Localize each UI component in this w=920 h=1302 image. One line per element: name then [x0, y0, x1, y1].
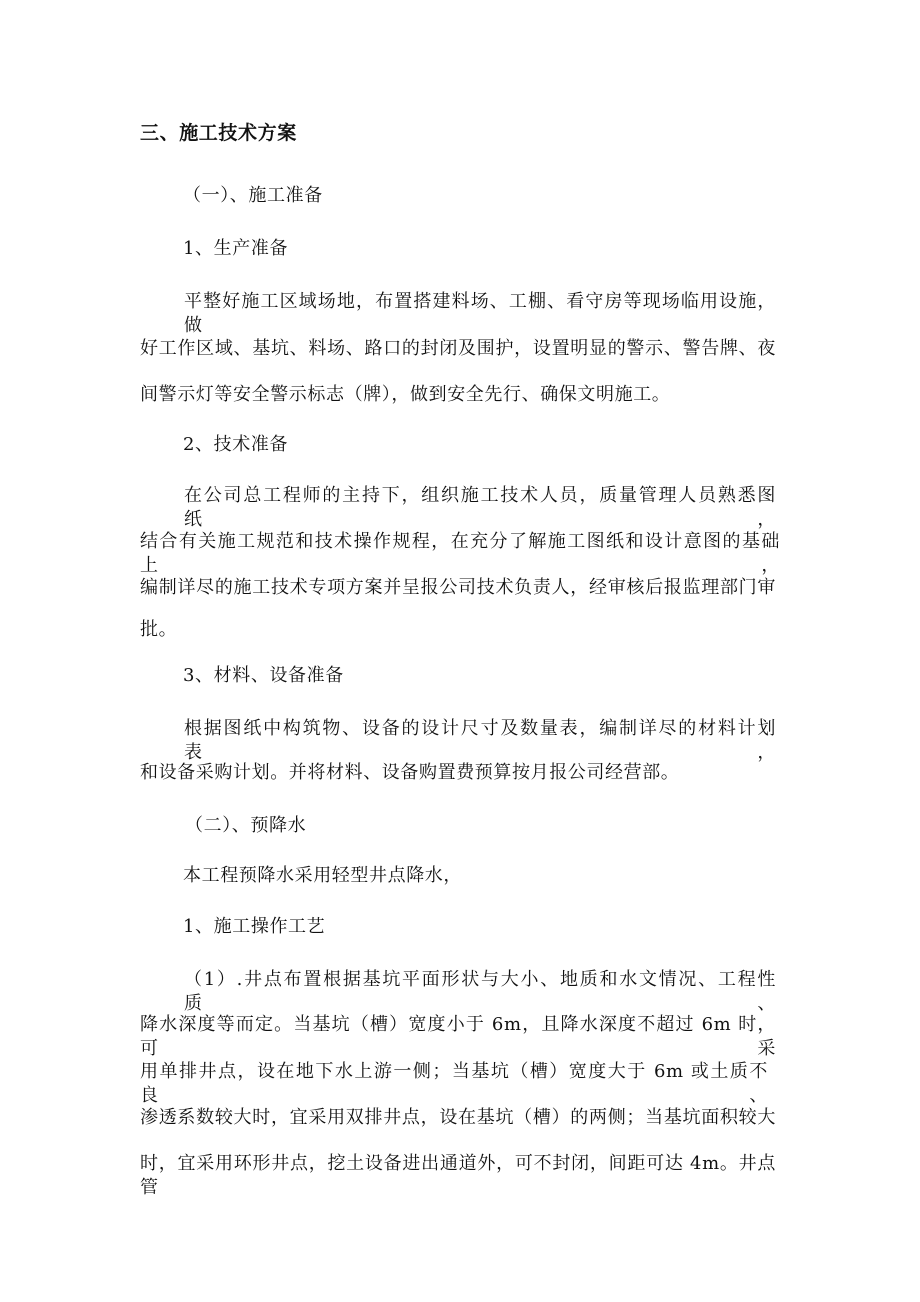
paragraph-line: 在公司总工程师的主持下，组织施工技术人员，质量管理人员熟悉图纸，: [184, 485, 776, 530]
paragraph-line: 好工作区域、基坑、料场、路口的封闭及围护，设置明显的警示、警告牌、夜: [140, 338, 776, 359]
item-heading-technical-prep: 2、技术准备: [183, 434, 289, 455]
paragraph-line: 渗透系数较大时，宜采用双排井点，设在基坑（槽）的两侧；当基坑面积较大: [140, 1107, 776, 1128]
paragraph-line: 编制详尽的施工技术专项方案并呈报公司技术负责人，经审核后报监理部门审: [140, 577, 776, 598]
subsection-heading-dewatering: （二）、预降水: [185, 815, 307, 836]
paragraph-line: 平整好施工区域场地，布置搭建料场、工棚、看守房等现场临用设施，做: [184, 291, 776, 336]
item-heading-operation-process: 1、施工操作工艺: [183, 916, 326, 937]
paragraph-line: 根据图纸中构筑物、设备的设计尺寸及数量表，编制详尽的材料计划表，: [184, 718, 776, 763]
item-heading-material-prep: 3、材料、设备准备: [183, 665, 344, 686]
paragraph-line: 和设备采购计划。并将材料、设备购置费预算按月报公司经营部。: [140, 762, 680, 783]
section-title: 三、施工技术方案: [140, 122, 297, 144]
paragraph-line: 本工程预降水采用轻型井点降水，: [183, 865, 462, 886]
subsection-heading-preparation: （一）、施工准备: [183, 185, 323, 206]
paragraph-line: 批。: [140, 619, 178, 640]
item-heading-production-prep: 1、生产准备: [183, 238, 289, 259]
paragraph-line: 时，宜采用环形井点，挖土设备进出通道外，可不封闭，间距可达 4m。井点管: [140, 1153, 776, 1198]
paragraph-line: 用单排井点，设在地下水上游一侧；当基坑（槽）宽度大于 6m 或土质不良、: [140, 1061, 768, 1106]
paragraph-line: 间警示灯等安全警示标志（牌），做到安全先行、确保文明施工。: [140, 384, 671, 405]
paragraph-line: 结合有关施工规范和技术操作规程，在充分了解施工图纸和设计意图的基础上，: [140, 531, 780, 576]
paragraph-line: （1）.井点布置根据基坑平面形状与大小、地质和水文情况、工程性质、: [184, 969, 776, 1014]
paragraph-line: 降水深度等而定。当基坑（槽）宽度小于 6m，且降水深度不超过 6m 时，可采: [140, 1014, 776, 1059]
